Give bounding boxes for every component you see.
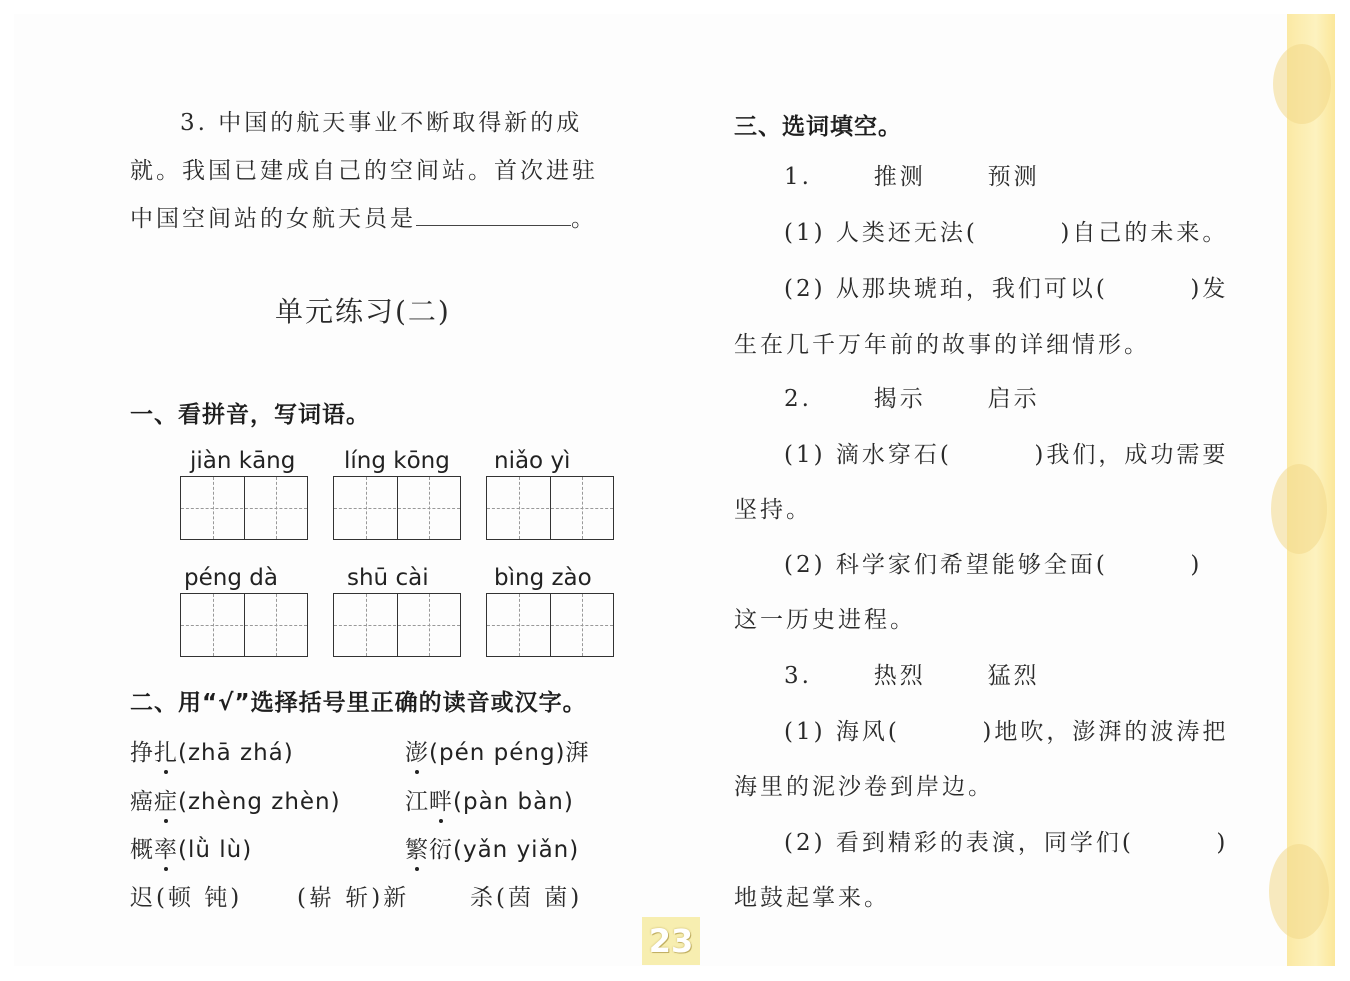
writing-grid[interactable] <box>486 476 614 540</box>
writing-grid[interactable] <box>333 476 461 540</box>
choice-item: (崭 斩)新 <box>297 885 410 911</box>
q3-line3-text: 中国空间站的女航天员是 <box>130 206 416 232</box>
sentence: 生在几千万年前的故事的详细情形。 <box>734 332 1150 358</box>
writing-grid[interactable] <box>333 593 461 657</box>
choice-item: 癌症(zhèng zhèn) <box>130 789 341 815</box>
choice-item: 迟(顿 钝) <box>130 885 243 911</box>
sentence: 这一历史进程。 <box>734 607 916 633</box>
choice-item: 江畔(pàn bàn) <box>405 789 574 815</box>
word-pair-label: 1. 推测 预测 <box>784 164 1040 190</box>
sentence: 坚持。 <box>734 497 812 523</box>
sentence: (1) 人类还无法( )自己的未来。 <box>784 220 1229 246</box>
choice-item: 概率(lǜ lù) <box>130 837 253 863</box>
pinyin-label: shū cài <box>347 565 429 591</box>
pinyin-label: péng dà <box>184 565 278 591</box>
writing-grid[interactable] <box>486 593 614 657</box>
q3-line3 <box>130 200 597 233</box>
pinyin-label: jiàn kāng <box>190 448 296 474</box>
word-pair-label: 2. 揭示 启示 <box>784 386 1040 412</box>
section1-title: 一、看拼音，写词语。 <box>130 402 370 428</box>
decorative-side-strip <box>1287 14 1335 966</box>
pinyin-label: niǎo yì <box>494 448 571 474</box>
sentence: (2) 从那块琥珀，我们可以( )发 <box>784 276 1229 302</box>
choice-item: 挣扎(zhā zhá) <box>130 740 294 766</box>
page-number: 23 <box>642 917 700 965</box>
cartoon-figure-icon <box>1269 844 1329 939</box>
q3-end: 。 <box>571 206 597 232</box>
sentence: (1) 滴水穿石( )我们，成功需要 <box>784 442 1229 468</box>
pinyin-label: líng kōng <box>344 448 450 474</box>
cartoon-figure-icon <box>1273 44 1331 124</box>
answer-blank[interactable] <box>416 207 571 226</box>
cartoon-figure-icon <box>1271 464 1327 554</box>
q3-line1: 3. 中国的航天事业不断取得新的成 <box>180 110 583 136</box>
pinyin-label: bìng zào <box>494 565 592 591</box>
sentence: (1) 海风( )地吹，澎湃的波涛把 <box>784 719 1229 745</box>
writing-grid[interactable] <box>180 476 308 540</box>
writing-grid[interactable] <box>180 593 308 657</box>
choice-item: 繁衍(yǎn yiǎn) <box>405 837 580 863</box>
section2-title: 二、用“√”选择括号里正确的读音或汉字。 <box>130 690 587 716</box>
sentence: (2) 看到精彩的表演，同学们( ) <box>784 830 1229 856</box>
choice-item: 澎(pén péng)湃 <box>405 740 590 766</box>
q3-line2: 就。我国已建成自己的空间站。首次进驻 <box>130 158 598 184</box>
unit-title: 单元练习(二) <box>275 295 451 328</box>
word-pair-label: 3. 热烈 猛烈 <box>784 663 1040 689</box>
sentence: (2) 科学家们希望能够全面( ) <box>784 552 1203 578</box>
section3-title: 三、选词填空。 <box>734 114 902 140</box>
sentence: 地鼓起掌来。 <box>734 885 890 911</box>
choice-item: 杀(茵 菌) <box>470 885 583 911</box>
sentence: 海里的泥沙卷到岸边。 <box>734 774 994 800</box>
